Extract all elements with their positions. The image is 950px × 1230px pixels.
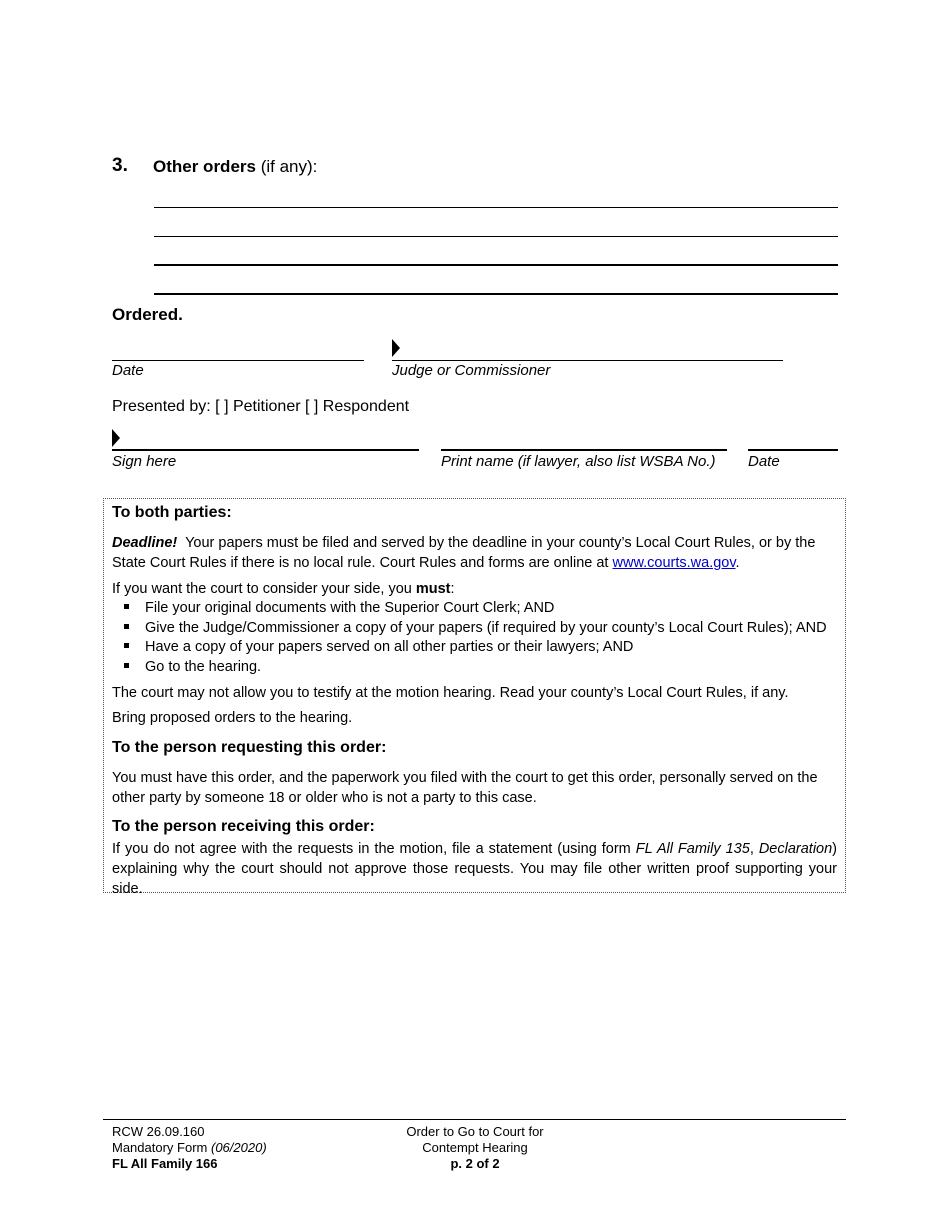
bullet-text: File your original documents with the Superior Court Clerk; AND: [145, 600, 555, 616]
deadline-end: .: [735, 555, 740, 571]
consider-intro: If you want the court to consider your side, you: [112, 581, 412, 597]
deadline-label: Deadline!: [112, 535, 178, 551]
date-caption: Date: [112, 362, 144, 379]
footer-mandatory-date: (06/2020): [211, 1140, 267, 1155]
requesting-paragraph: You must have this order, and the paperwork you filed with the court to get this order, personally served on the other party by someone 18 or older who is not a party to this case.: [112, 770, 818, 806]
other-orders-line-4[interactable]: [154, 293, 838, 295]
footer-title-line2: Contempt Hearing: [422, 1140, 528, 1155]
receiving-paragraph: [112, 839, 837, 899]
testify-paragraph: The court may not allow you to testify at the motion hearing. Read your county’s Local Court Rules, if any.: [112, 685, 789, 701]
print-name-caption: Print name (if lawyer, also list WSBA No.): [441, 453, 716, 470]
notice-box: [103, 498, 846, 897]
footer-center: [375, 1124, 575, 1172]
section-title-rest: (if any):: [260, 157, 318, 176]
signature-arrow-icon: [392, 339, 400, 357]
section-title: [153, 157, 317, 177]
bullet-item: [124, 657, 261, 677]
bullet-text: Have a copy of your papers served on all other parties or their lawyers; AND: [145, 639, 634, 655]
print-name-line[interactable]: [441, 449, 727, 451]
other-orders-line-3[interactable]: [154, 264, 838, 266]
date-line[interactable]: [112, 360, 364, 361]
footer-rcw: RCW 26.09.160: [112, 1124, 205, 1139]
sign-here-caption: Sign here: [112, 453, 177, 470]
receiving-declaration: Declaration: [758, 841, 833, 857]
footer-page: p. 2 of 2: [450, 1156, 500, 1171]
receiving-heading: To the person receiving this order:: [112, 818, 375, 835]
deadline-text: Your papers must be filed and served by the deadline in your county’s Local Court Rules, or by the State Court Rules if there is no local rule. Court Rules and forms are online at: [112, 535, 816, 571]
courts-website-link[interactable]: www.courts.wa.gov: [612, 555, 736, 571]
deadline-paragraph: [112, 533, 837, 573]
bullet-text: Go to the hearing.: [145, 659, 262, 675]
both-parties-heading: To both parties:: [112, 504, 232, 521]
footer-form-id: FL All Family 166: [112, 1156, 218, 1171]
bullet-text: Give the Judge/Commissioner a copy of your papers (if required by your county’s Local Court Rules); AND: [145, 620, 827, 636]
date2-line[interactable]: [748, 449, 838, 451]
consider-paragraph: [112, 579, 837, 599]
bullet-item: [124, 618, 827, 638]
receiving-text-b: ) explaining why the court should not approve those requests. You may file other written proof supporting your side.: [112, 841, 838, 897]
consider-must: must: [415, 581, 451, 597]
requesting-heading: To the person requesting this order:: [112, 739, 387, 756]
presented-by: Presented by: [ ] Petitioner [ ] Respondent: [112, 398, 410, 415]
footer-mandatory: [112, 1140, 267, 1156]
consider-colon: :: [450, 581, 455, 597]
ordered-heading: Ordered.: [112, 305, 183, 324]
section-title-bold: Other orders: [153, 157, 256, 176]
section-number: 3.: [112, 155, 128, 176]
sign-here-arrow-icon: [112, 429, 120, 447]
receiving-comma: ,: [749, 841, 754, 857]
receiving-text-a: If you do not agree with the requests in the motion, file a statement (using form: [112, 841, 631, 857]
bullet-item: [124, 637, 633, 657]
footer-left: [112, 1124, 267, 1172]
bullet-item: [124, 598, 554, 618]
judge-caption: Judge or Commissioner: [392, 362, 551, 379]
footer-title-line1: Order to Go to Court for: [406, 1124, 544, 1139]
footer-mandatory-label: Mandatory Form: [112, 1140, 208, 1155]
footer-rule: [103, 1119, 846, 1120]
other-orders-line-2[interactable]: [154, 236, 838, 237]
receiving-form: FL All Family 135: [635, 841, 750, 857]
sign-here-line[interactable]: [112, 449, 419, 451]
bring-orders-paragraph: Bring proposed orders to the hearing.: [112, 710, 353, 726]
other-orders-line-1[interactable]: [154, 207, 838, 208]
date2-caption: Date: [748, 453, 780, 470]
judge-signature-line[interactable]: [392, 360, 783, 361]
